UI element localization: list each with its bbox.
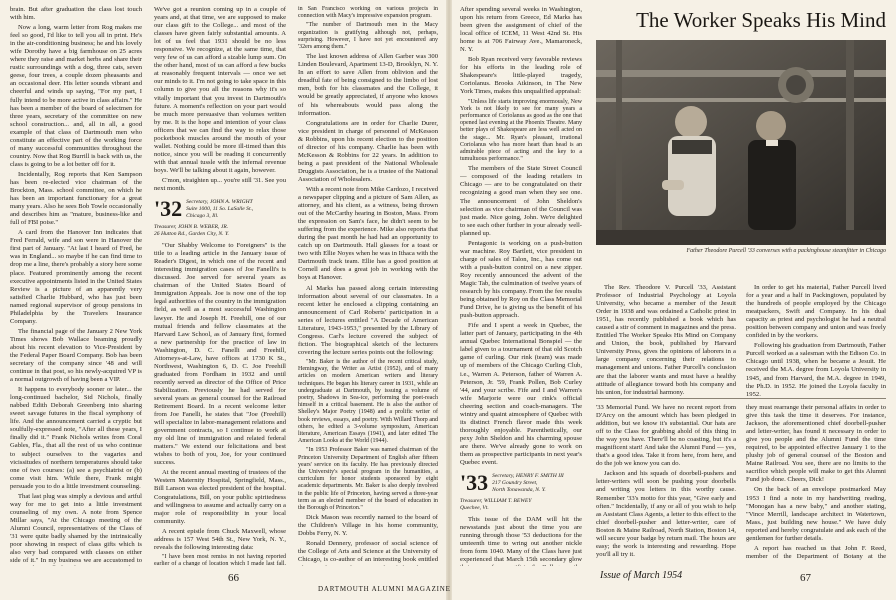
paragraph: "The number of Dartmouth men in the Macy organization is gratifying although not, perhaps, surprising. However, I have not yet encountered any '32ers among them."	[298, 22, 438, 51]
issue-date: Issue of March 1954	[600, 570, 683, 581]
secretary-address: 217 Goundry Street,	[492, 480, 538, 487]
right-column-3	[746, 404, 886, 560]
treasurer-line: Treasurer, JOHN B. WEBER, JR.	[154, 224, 229, 231]
paragraph: Following his graduation from Dartmouth, Father Purcell worked as a salesman with the Edison Co. in Chicago until 1938, when he became a Jesuit. He received the M.A. degree from Loyola University in 1945, and from Harvard, the M.A. degree in 1949, the Ph.D. in 1952. He joined the Loyola faculty in 1952.	[746, 342, 886, 396]
right-column-2	[596, 404, 736, 560]
paragraph: Fife and I spent a week in Quebec, the latter part of January, participating in the 4th annual Quebec International Bonspiel — the label given to a tournament of that old Scotch game of curling. Our rink (team) was made up of members of the Chicago Curling Club, i.e., Warren A. Peterson, father of Warren A. Peterson, Jr. '59, Frank Pollen, Bob Curley '44, and your scribe. Fife and I and Warren's wife Marjorie were our rink's official cheering section and coach-managers. The wintry and quaint atmosphere of Quebec with its distinct French flavor made this week thoroughly enjoyable. Parenthetically, our pexy John Sheldon and his charming spouse are there. We've already gone to work on them as prospective participants in next year's Quebec event.	[460, 322, 582, 467]
article-column-2	[746, 284, 886, 396]
paragraph: Ronald Dennery, professor of social science of the College of Arts and Science at the University of Chicago, is co-author of an interesting book entitled	[298, 540, 438, 564]
paragraph: With a recent note from Mike Cardozo, I received a newspaper clipping and a picture of Sam Allen, as attorney, and his client, as a witness, being thrown out of the McCarthy hearing in Boston, Mass. From the expression on Sam's face, he didn't seem to be suffering from the experience. Mike also reports that during the past month he had had an opportunity to catch up on Dartmouth. Hall glasses for a toast or two with Ellie Noyes when he was in Ithaca with the Dartmouth track team. Ellie has a good position at Cornell and does a great job in working with the boys at Hanover.	[298, 185, 438, 282]
class-year-number: '32	[154, 196, 183, 222]
paragraph: '33 Memorial Fund. We have no recent report from D'Arcy on the amount which has been pledged in addition, but we know it's substantial. Our hats are off to the Class for grabbing ahold of this thing in the way you have. There'll be no coasting, but it's a magnificent start! And take the Alumni Fund — yes, that's a good idea. Take it from here, from here, and do the job we know you can do.	[596, 404, 736, 468]
quoted-paragraph: "I have been most remiss in not having reported earlier of a change of location which I made last fall.	[154, 553, 286, 566]
class-32-heading	[154, 196, 286, 222]
quoted-paragraph: "Unless life starts improving enormously, New York is not likely to see for many years a performance of Coriolanus as good as the one that opened last evening at the Phoenix Theatre. Many better plays of Shakespeare are less well acted on the stage... Mr. Ryan's pleasant, irrational Coriolanus who has more heart than head is an admirable piece of acting and the key to a tumultuous performance."	[460, 98, 582, 163]
photo-illustration	[596, 40, 886, 245]
treasurer-address: 26 Hutton Rd., Garden City, N. Y.	[154, 231, 229, 238]
class-treasurer	[154, 224, 286, 238]
paragraph: Now a long, warm letter from Rog makes me feel so good, I'd like to tell you all in print. He's in the air-conditioning business; he and his lovely wife Dorothy have a big farmhouse on 25 acres where they raise and market herbs and share their rustic surroundings with a dog, three cats, seven geese, four trees, a couple dozen pheasants and an occasional deer. His letter sounds vibrant and cheerful and winds up saying, "For my part, I fully intend to be more active in class affairs." He has been a member of the board of selectmen for three years, secretary of the committee on new school construction... and, all in all, a good example of that class of Dartmouth men who constitute an effective part of the working force of many successful communities throughout the country. Now that Rog Burrill is back with us, the class is going to be a lot better off for it.	[10, 24, 142, 168]
class-year-number: '33	[460, 470, 489, 496]
paragraph: The financial page of the January 2 New York Times shows Bob Wallace beaming proudly about his recent elevation to Vice-President by the Federal Paper Board Company. Bob has been secretary of the company since '48 and will continue in that post, so his newly-acquired VP is a normal outgrowth of having been a VIP.	[10, 327, 142, 384]
paragraph: A card from the Hanover Inn indicates that Fred Ferrald, wife and son were in Hanover the first part of January. "At last I heard of Fred, he was in England... so maybe if he can find time to drop me a line, there's probably a story here some place. Featured prominently among the recent executive appointments listed in the United States Review is a picture of an apparently very satisfied Charlie Hubbard, who has just been named regional supervisor of group pensions in Philadelphia by the Travelers Insurance Company.	[10, 229, 142, 325]
paragraph: A report has reached us that John F. Reed, member of the Department of Botany at the	[746, 544, 886, 560]
paragraph: Congratulations are in order for Charlie Durer, vice president in charge of personnel of McKesson & Robbins, upon his recent election to the position of director of his company. Charlie has been with McKesson & Robbins for 22 years. In addition to being a past president of the National Wholesale Druggists Association, he is a trustee of the National Association of Wholesalers.	[298, 119, 438, 183]
left-column-1	[10, 6, 142, 566]
quoted-paragraph: "Mr. Baker is the author of the recent critical study, Hemingway, the Writer as Artist (1952), and of many articles on modern American writers and literary techniques. He began his literary career in 1931, while an undergraduate at Dartmouth, by issuing a volume of poetry, Shadows in Sea-ice, performing the poet-reach himself in a critical basement. He is also the author of Shelley's Major Poetry (1948) and a prolific writer of book reviews, essays, and poetry. With Willard Thorp and others, he edited a 3-volume symposium, American literature, American Essays (1941), and later edited The American Looks at the World (1944).	[298, 358, 438, 445]
left-column-3	[298, 6, 438, 566]
article-headline: The Worker Speaks His Mind	[636, 8, 886, 32]
section-divider	[596, 398, 886, 399]
right-column-1	[460, 6, 582, 566]
paragraph: Pentagonic is working on a push-button war machine. Roy Bartlett, vice president in charge of sales of Talon, Inc., has come out with a push-button control on a new zipper. Roy recently announced the advent of the Magic Tab, the culmination of twelve years of research by his company. From the fee results being obtained by Roy on the Class Memorial Fund Drive, he is giving us the benefit of his push-button approach.	[460, 239, 582, 320]
paragraph: A recent epistle from Chuck Maxwell, whose address is 157 West 54th St., New York, N. Y., reveals the following interesting data:	[154, 527, 286, 551]
article-photo	[596, 40, 886, 245]
paragraph: Jackson and his squads of doorbell-pushers and letter-writers will soon be pushing your doorbells and writing you letters in this worthy cause. Remember '33's motto for this year, "Give early and often." Incidentally, if any or all of you wish to help as Assistant Class Agents, a letter to this effect to the chief doorbell-pusher and letter-writer, care of Boston & Maine Railroad, North Station, Boston 14, will secure your badge by return mail. The hours are easy; the work is interesting and rewarding. Hope you'll all try it.	[596, 470, 736, 558]
paragraph: After spending several weeks in Washington, upon his return from Greece, Ed Marks has been given the assignment of chief of the local office of ICEM, 11 West 42nd St. His home is at 706 Fairway Ave., Mamaroneck, N. Y.	[460, 6, 582, 54]
paragraph: Incidentally, Rog reports that Ken Sampson has been re-elected vice chairman of the Brockton, Mass. school committee, on which he has been an important functionary for a great many years. Also he sees Bob Towle occasionally and describes him as "mature, business-like and full of FBI poise."	[10, 170, 142, 227]
paragraph: they must rearrange their personal affairs in order to give this task the time it deserves. For instance, Jackson, the aforementioned chief doorbell-pusher and letter-writer, has found it necessary in order to give you people and the Alumni Fund the time required, to be appointed effective January 1 to the plushy job of general counsel of the Boston and Maine Railroad. You see, there are no limits to the sacrifice which people will make to get this Alumni Fund job done. Cheers, Dick!	[746, 404, 886, 484]
paragraph: The Rev. Theodore V. Purcell '33, Assistant Professor of Industrial Psychology at Loyola University, who became a member of the Jesuit Order in 1938 and was ordained a Catholic priest in 1951, has recently published a book which has caused a stir of comment in magazines and the press. Entitled The Worker Speaks His Mind on Company and Union, the book, published by Harvard University Press, gives the opinions of laborers in a large company concerning their relations to management and unions. Father Purcell's conclusion are that the laborer wants and must have a healthy attitude of allegiance toward both his company and his union, for industrial harmony.	[596, 284, 736, 396]
paragraph: The members of the State Street Council — composed of the leading retailers in Chicago — are to be congratulated on their recognizing a good man when they see one. The announcement of John Sheldon's selection as vice chairman of the Council was just made. Nice going, John. We're delighted to see each other further in your already well-planned up.	[460, 165, 582, 237]
paragraph: in San Francisco working on various projects in connection with Macy's impressive expansion program.	[298, 6, 438, 20]
paragraph: Al Marks has passed along certain interesting information about several of our classmates. In a recent letter he enclosed a clipping containing an announcement of Carl Roberts' participation in a series of lectures entitled "A Decade of American Literature, 1943-1953," presented by the Library of Congress. Carl's lecture covered the subject of fiction. The biographical sketch of the lecturers covering the lecture series points out the following:	[298, 284, 438, 356]
class-treasurer	[460, 498, 582, 512]
left-column-2	[154, 6, 286, 566]
secretary-line: Secretary, JOHN A. WRIGHT	[186, 199, 253, 206]
page-gutter	[446, 0, 452, 600]
class-33-heading	[460, 470, 582, 496]
paragraph: This issue of the DAM will hit the newsstands just about the time you are running through those '53 deductions for the umteenth time to wring out another nickle from form 1040. Many of the Class have just experienced that March 15th secondary glow	[460, 516, 582, 564]
paragraph: The last known address of Allen Garber was 300 Linden Boulevard, Apartment 13-D, Brooklyn, N. Y. In an effort to save Allen from oblivion and the dreadful fate of being consigned to the limbo of lost men, both for his classmates and the College, it would be greatly appreciated, if anyone who knows of his whereabouts would pass along the information.	[298, 53, 438, 117]
paragraph: That last plug was simply a devious and artful way for me to get into a little investment counseling of my own. A note from Spence Millar says, "At the Chicago meeting of the Alumni Council, representatives of the Class of '31 were quite badly shamed by the intrinsically poor showing in respect of class gifts which is also very bad compared with classes on either side of it." In my business we are accustomed to	[10, 492, 142, 565]
secretary-address: Suite 1000, 11 So. LaSalle St.,	[186, 206, 254, 213]
paragraph: At the recent annual meeting of trustees of the Western Maternity Hospital, Springfield, Mass., Bill Lanson was elected president of the hospital. Congratulations, Bill, on your public spiritedness and willingness to assume and actually carry on a major role of responsibility in your local community.	[154, 469, 286, 525]
page-number-left: 66	[228, 572, 239, 584]
paragraph: Dick Mason was recently named to the board of the Children's Village in his home community, Dobbs Ferry, N. Y.	[298, 514, 438, 538]
treasurer-line: Treasurer, WILLIAM T. BEWEY	[460, 498, 532, 505]
paragraph: Bob Ryan received very favorable reviews for his efforts in the leading role of Shakespeare's little-played tragedy, Coriolanus. Brooks Atkinson, in The New York Times, makes this unqualified appraisal:	[460, 56, 582, 96]
paragraph: In order to get his material, Father Purcell lived for a year and a half in Packingtown, populated by the hundreds of people employed by the Chicago meatpackers, Swift and Company. In his dual capacity as priest and psychologist he had a neutral position between company and union and was freely confided in by the workers.	[746, 284, 886, 340]
magazine-masthead: DARTMOUTH ALUMNI MAGAZINE	[318, 585, 451, 593]
secretary-line: Secretary, HENRY F. SMITH III	[492, 473, 564, 480]
secretary-city: Chicago 3, Ill.	[186, 213, 219, 220]
paragraph: On the back of an envelope postmarked May 1953 I find a note in my handwriting reading, "Monogan has a new baby," and another stating, "Vince Merrill, landscape architect in Watertown, Mass., just building new house." We have duly reported and hereby congratulate and ask each of the gentlemen for further details.	[746, 486, 886, 542]
paragraph: C'mon, straighten up... you're still '31. See you next month.	[154, 176, 286, 193]
article-column-1	[596, 284, 736, 396]
paragraph: "Our Shabby Welcome to Foreigners" is the title to a leading article in the January issue of Reader's Digest, in which one of the recent and interesting immigration cases of Joe Fanelli's is discussed. Joe served for several years as chairman of the United States Board of Immigration Appeals. Joe is now one of the top legal authorities of the country in the immigration field, as well as a most successful Washington lawyer. He and Joseph H. Freehill, one of our mutual friends and fellow classmates at the Harvard Law School, as of January first, formed a new partnership for the practice of law in Washington, D. C. Fanelli and Freehill, Attorneys-at-Law, have offices at 1730 K St., Northwest, Washington 6, D. C. Joe Freehill graduated from Fordham in 1932 and until recently served as director of the Office of Price Stabilization. Previously he had served for several years as general counsel for the Railroad Retirement Board. In a recent welcome letter from Joe Fanelli, he states that "Joe (Freehill) will specialize in labor-management relations and government contracts, so I continue to work at my old line of immigration and related federal matters." We extend our felicitations and best wishes to both of you, Joe, for your continued success.	[154, 242, 286, 467]
class-officers	[492, 473, 564, 494]
paragraph: We've got a reunion coming up in a couple of years and, at that time, we are supposed to make our class gift to the College... and most of the classes have given fairly substantial amounts. A lot of us feel that 1931 should be no less responsive. We recognize, at the same time, that very few of us can afford a sizable lump sum. On the other hand, most of us can afford a few bucks at reasonably frequent intervals — once we set our minds to it. I'm not going to take space in this column to give you all the reasons why it's so vitally important that you invest in Dartmouth's future. A moment's reflection on your part would be much more persuasive than volumes written by me. It is the hope and intention of your class officers that we can find the way to relax those pocketbook muscles around the mouth of your wallet. Nothing could be more ill-timed than this notice, since you will be reading it concurrently with that annual tussle with the infernal revenue boys. We'll be talking about it again, however.	[154, 6, 286, 174]
treasurer-address: Quechee, Vt.	[460, 505, 489, 512]
secretary-city: North Tonawanda, N. Y.	[492, 487, 546, 494]
paragraph: brain. But after graduation the class lost touch with him.	[10, 6, 142, 22]
class-officers	[186, 199, 253, 220]
page-number-right: 67	[800, 572, 811, 584]
paragraph: It happens to everybody sooner or later... the long-continued bachelor, Sid Nichols, finally nabbed Edith Deborah Greenberg into sharing sweet savage futures in the fiscal symphony of life. And the announcement carried a cryptic but soulfully-expressed note, "After all these years, I finally did it." Frank Nichols writes from Coral Gables, Fla., that all the rest of us who continue to subject ourselves to the vagaries and vicissitudes of northern temperatures should take one of two courses: (a) see a psychiatrist or (b) come visit him. While there, Frank might persuade you to do a little investment counseling.	[10, 386, 142, 490]
photo-caption: Father Theodore Purcell '33 converses with a packinghouse steamfitter in Chicago	[686, 248, 886, 254]
quoted-paragraph: "In 1953 Professor Baker was named chairman of the Princeton University Department of English after fifteen years' service on its faculty. He has previously directed the University's special program in the humanities, a curriculum for honor students sponsored by eight academic departments. Mr. Baker is also deeply involved in the public life of Princeton, having served a three-year term as an elected member of the board of education in the Borough of Princeton."	[298, 447, 438, 512]
